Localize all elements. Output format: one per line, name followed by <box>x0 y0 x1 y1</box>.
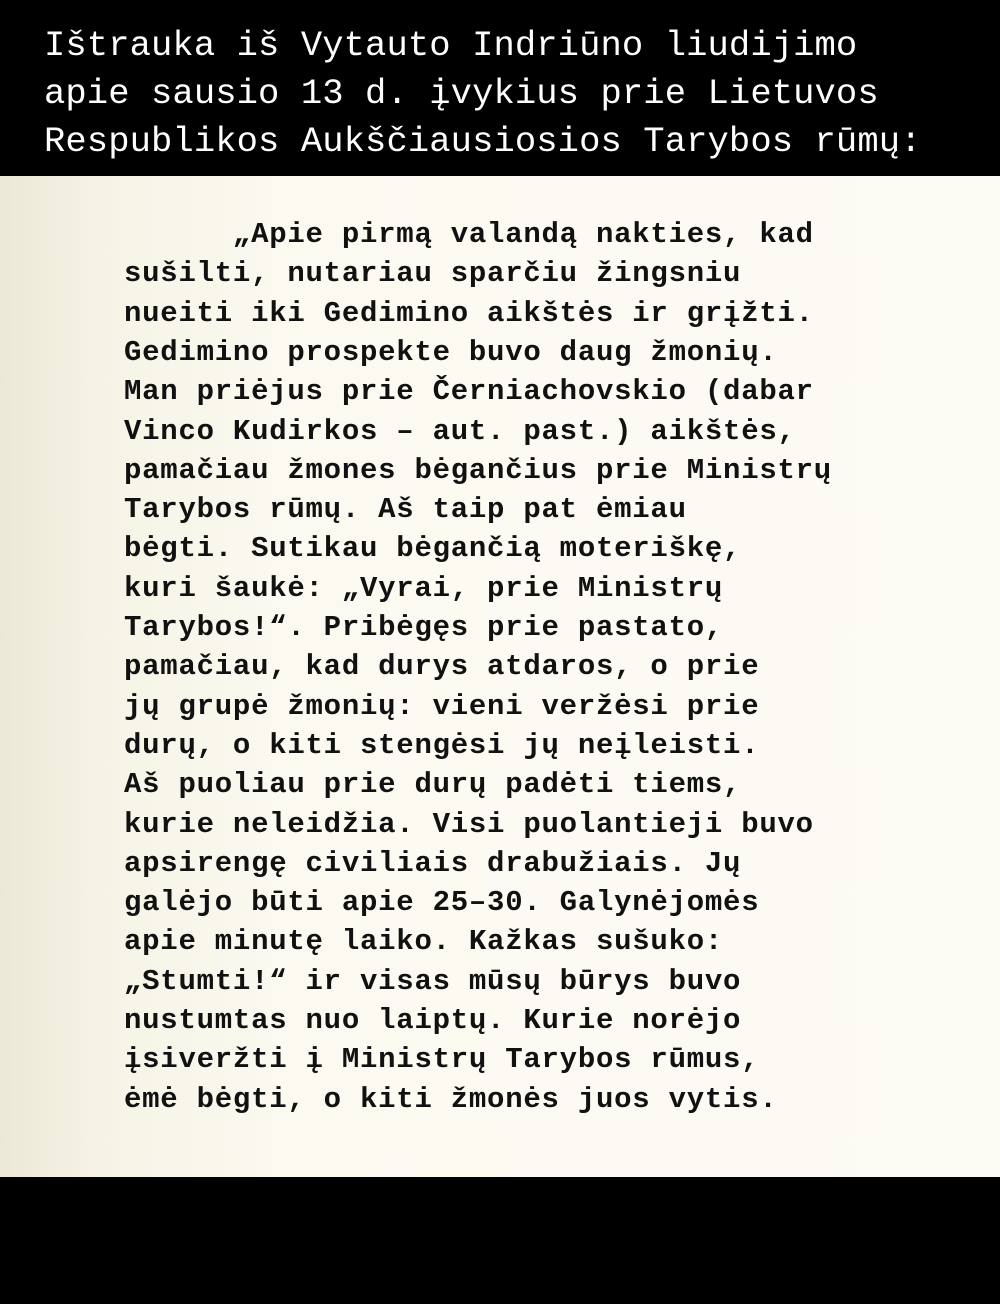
header-banner <box>0 0 1000 176</box>
quote-line-19: apie minutę laiko. Kažkas sušuko: <box>124 925 724 959</box>
header-title-line-3: Respublikos Aukščiausiosios Tarybos rūmų: <box>44 121 922 162</box>
header-title-line-2: apie sausio 13 d. įvykius prie Lietuvos <box>44 73 879 114</box>
footer-bar <box>0 1177 1000 1304</box>
quote-line-4: Gedimino prospekte buvo daug žmonių. <box>124 335 778 369</box>
quote-line-20: „Stumti!“ ir visas mūsų būrys buvo <box>124 964 742 998</box>
quote-line-12: pamačiau, kad durys atdaros, o prie <box>124 650 760 684</box>
quote-line-14: durų, o kiti stengėsi jų neįleisti. <box>124 728 760 762</box>
quote-line-9: bėgti. Sutikau bėgančią moteriškę, <box>124 532 742 566</box>
quote-line-18: galėjo būti apie 25–30. Galynėjomės <box>124 886 760 920</box>
quote-line-5: Man priėjus prie Černiachovskio (dabar <box>124 375 814 409</box>
quote-line-15: Aš puoliau prie durų padėti tiems, <box>124 768 742 802</box>
quote-line-2: sušilti, nutariau sparčiu žingsniu <box>124 257 742 291</box>
quote-line-3: nueiti iki Gedimino aikštės ir grįžti. <box>124 296 814 330</box>
quote-line-6: Vinco Kudirkos – aut. past.) aikštės, <box>124 414 796 448</box>
quote-line-21: nustumtas nuo laiptų. Kurie norėjo <box>124 1004 742 1037</box>
quote-line-11: Tarybos!“. Pribėgęs prie pastato, <box>124 611 724 644</box>
quote-line-22: įsiveržti į Ministrų Tarybos rūmus, <box>124 1043 760 1077</box>
header-title-line-1: Ištrauka iš Vytauto Indriūno liudijimo <box>44 25 858 66</box>
testimony-paper <box>0 176 1000 1177</box>
quote-line-16: kurie neleidžia. Visi puolantieji buvo <box>124 807 814 841</box>
quote-line-13: jų grupė žmonių: vieni veržėsi prie <box>124 689 760 723</box>
quote-line-17: apsirengę civiliais drabužiais. Jų <box>124 846 742 880</box>
quote-line-8: Tarybos rūmų. Aš taip pat ėmiau <box>124 493 687 527</box>
quote-line-10: kuri šaukė: „Vyrai, prie Ministrų <box>124 571 724 605</box>
quote-line-23: ėmė bėgti, o kiti žmonės juos vytis. <box>124 1082 778 1116</box>
quote-line-7: pamačiau žmones bėgančius prie Ministrų <box>124 453 832 487</box>
quote-line-1: „Apie pirmą valandą nakties, kad <box>124 218 814 251</box>
